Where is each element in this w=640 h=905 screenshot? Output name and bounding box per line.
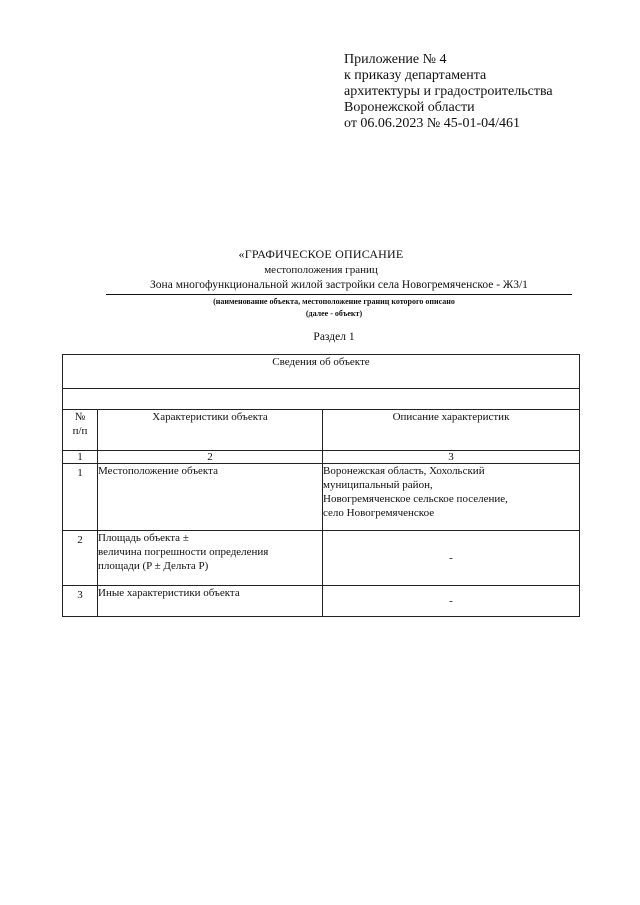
caption-line: (наименование объекта, местоположение границ которого описано <box>213 297 455 306</box>
row-description-line: муниципальный район, <box>323 479 433 491</box>
table-title-row <box>63 355 580 389</box>
row-description-line: Новогремяченское сельское поселение, <box>323 493 508 505</box>
row-description <box>323 464 580 531</box>
row-characteristic <box>98 531 323 586</box>
col-header-characteristics: Характеристики объекта <box>98 410 323 451</box>
col-number: 2 <box>98 451 323 464</box>
col-header-num-line: № <box>74 411 86 423</box>
document-title: «ГРАФИЧЕСКОЕ ОПИСАНИЕ <box>238 247 404 261</box>
col-number: 1 <box>63 451 98 464</box>
document-title-block <box>62 246 580 345</box>
row-description-line: село Новогремяченское <box>323 507 435 519</box>
row-characteristic: Местоположение объекта <box>98 464 323 531</box>
row-characteristic: Иные характеристики объекта <box>98 586 323 617</box>
row-characteristic-line: площади (P ± Дельта P) <box>98 560 209 572</box>
row-num: 2 <box>63 531 98 586</box>
appendix-line: архитектуры и градостроительства <box>344 84 553 99</box>
section-heading: Раздел 1 <box>313 331 355 343</box>
row-num: 3 <box>63 586 98 617</box>
table-row <box>63 586 580 617</box>
col-header-num-line: п/п <box>72 425 88 437</box>
table-blank-row <box>63 389 580 410</box>
row-num: 1 <box>63 464 98 531</box>
appendix-reference <box>344 52 553 132</box>
row-description: - <box>323 586 580 617</box>
table-row <box>63 531 580 586</box>
row-description-line: Воронежская область, Хохольский <box>323 465 485 477</box>
appendix-line: Воронежской области <box>344 100 475 115</box>
row-characteristic-line: величина погрешности определения <box>98 546 269 558</box>
row-characteristic-line: Площадь объекта ± <box>98 532 189 544</box>
table-column-numbers <box>63 451 580 464</box>
table-blank-cell <box>63 389 580 410</box>
object-name-caption <box>88 296 580 320</box>
object-info-table <box>62 354 580 617</box>
object-name: Зона многофункциональной жилой застройки села Новогремяченское - Ж3/1 <box>106 278 572 295</box>
document-subtitle: местоположения границ <box>264 264 378 276</box>
col-header-num <box>63 410 98 451</box>
appendix-line: к приказу департамента <box>344 68 487 83</box>
row-description: - <box>323 531 580 586</box>
table-row <box>63 464 580 531</box>
table-column-headers <box>63 410 580 451</box>
appendix-line: Приложение № 4 <box>344 52 447 67</box>
caption-line: (далее - объект) <box>305 309 363 318</box>
appendix-line: от 06.06.2023 № 45-01-04/461 <box>344 116 521 131</box>
table-title: Сведения об объекте <box>63 355 580 389</box>
col-number: 3 <box>323 451 580 464</box>
col-header-description: Описание характеристик <box>323 410 580 451</box>
